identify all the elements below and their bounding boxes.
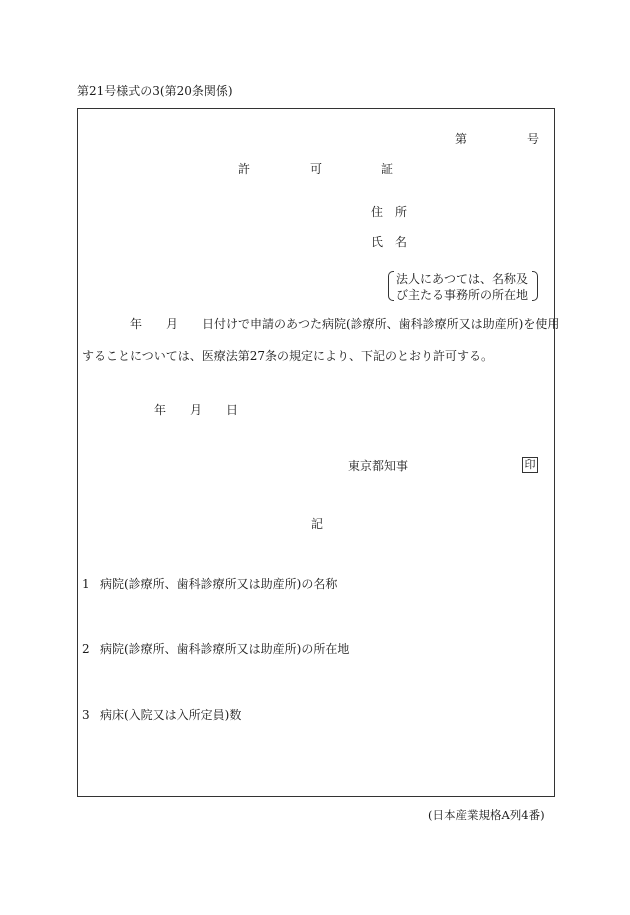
issue-day: 日 [226, 403, 239, 417]
issue-year: 年 [154, 403, 167, 417]
certificate-frame [77, 108, 555, 797]
seal-mark: 印 [522, 457, 538, 473]
issuer-name: 東京都知事 [348, 459, 409, 473]
name-label: 氏 名 [371, 235, 408, 249]
corporate-note-line2: び主たる事務所の所在地 [396, 288, 529, 302]
item-3-number: 3 [82, 708, 90, 722]
left-bracket [388, 271, 394, 301]
footer-note: (日本産業規格A列4番) [428, 808, 545, 822]
item-1-text: 病院(診療所、歯科診療所又は助産所)の名称 [100, 577, 338, 591]
corporate-note-line1: 法人にあつては、名称及 [396, 272, 529, 286]
title-char-1: 許 [238, 162, 251, 176]
right-bracket [532, 271, 538, 301]
application-month: 月 [166, 317, 179, 331]
application-year: 年 [130, 317, 143, 331]
form-label: 第21号様式の3(第20条関係) [77, 84, 233, 98]
item-2-text: 病院(診療所、歯科診療所又は助産所)の所在地 [100, 642, 350, 656]
address-label: 住 所 [371, 205, 408, 219]
body-line-2: することについては、医療法第27条の規定により、下記のとおり許可する。 [82, 349, 494, 363]
number-prefix: 第 [455, 132, 468, 146]
title-char-2: 可 [310, 162, 323, 176]
body-line-1: 日付けで申請のあつた病院(診療所、歯科診療所又は助産所)を使用 [202, 317, 560, 331]
item-3-text: 病床(入院又は入所定員)数 [100, 708, 242, 722]
number-suffix: 号 [527, 132, 540, 146]
issue-month: 月 [190, 403, 203, 417]
item-1-number: 1 [82, 577, 90, 591]
title-char-3: 証 [381, 162, 394, 176]
corporate-note [388, 270, 538, 304]
item-2-number: 2 [82, 642, 90, 656]
record-heading: 記 [311, 517, 324, 531]
